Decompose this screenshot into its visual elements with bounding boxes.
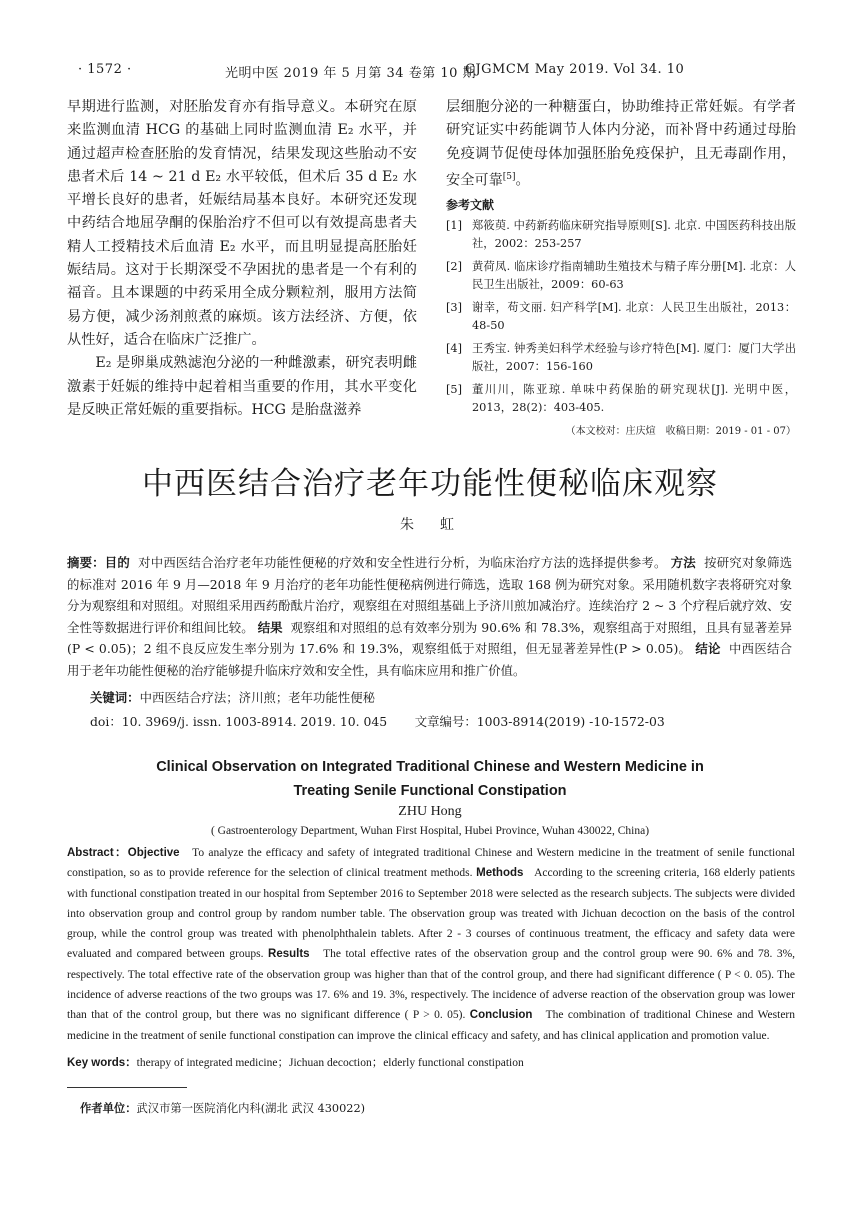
result-label: 结果	[257, 619, 283, 635]
english-affiliation: ( Gastroenterology Department, Wuhan First Hospital, Hubei Province, Wuhan 430022, China)	[210, 825, 650, 837]
left-column	[67, 96, 417, 422]
abstract-label: 摘要：目的	[67, 555, 130, 570]
abstract-en: Abstract：Objective To analyze the efficacy and safety of integrated traditional Chinese and Western medicine in the treatment of senile functional constipation, so as to provide reference for the selection of clinical treatment methods. Methods According to the screening criteria, 168 elderly patients with functional constipation treated in our hospital from September 2016 to September 2018 were selected as the research subjects. The subjects were divided into observation group and control group by random number table. The observation group was treated with Jichuan decoction on the basis of the control group, while the control group was treated with phenolphthalein tablets. After 2 - 3 courses of continuous treatment, the efficacy and safety data were evaluated and compared between groups. Results The total effective rates of the observation group and the control group were 90. 6% and 78. 3%, respectively. The total effective rate of the observation group was higher than that of the control group, and there had significant difference ( P < 0. 05). The incidence of adverse reactions of the two groups was 17. 6% and 19. 3%, respectively. The incidence of adverse reaction of the observation group was lower than that of the control group, but there was no significant difference ( P > 0. 05). Conclusion The combination of traditional Chinese and Western medicine in the treatment of senile functional constipation can improve the clinical efficacy and safety, and has clinical application and promotion value.	[67, 847, 796, 1042]
reference-item: [3] 谢幸，苟文丽. 妇产科学[M]. 北京：人民卫生出版社，2013：48-50	[446, 300, 796, 333]
references-heading: 参考文献	[446, 197, 495, 212]
english-title: Clinical Observation on Integrated Traditional Chinese and Western Medicine in Treating Senile Functional Constipation	[156, 759, 704, 799]
right-column	[446, 96, 796, 437]
reference-item: [2] 黄荷凤. 临床诊疗指南辅助生殖技术与精子库分册[M]. 北京：人民卫生出版社，2009：60-63	[446, 259, 796, 292]
conclusion-label: 结论	[695, 641, 721, 656]
en-conclusion-label: Conclusion	[469, 1009, 533, 1022]
right-paragraph-1: 层细胞分泌的一种糖蛋白，协助维持正常妊娠。有学者研究证实中药能调节人体内分泌，而补肾中药通过母胎免疫调节促使母体加强胚胎免疫保护，且无毒副作用，安全可靠[5]。	[446, 99, 796, 189]
en-abstract-label: Abstract：Objective	[67, 847, 180, 859]
article-author: 朱 虹	[400, 517, 460, 533]
en-result-label: Results	[268, 948, 310, 961]
page-number: · 1572 ·	[78, 62, 132, 77]
reference-item: [1] 郑筱萸. 中药新药临床研究指导原则[S]. 北京. 中国医药科技出版社，2002：253-257	[446, 218, 796, 251]
citation: [5]	[502, 171, 516, 182]
keywords-en: Key words：therapy of integrated medicine；Jichuan decoction；elderly functional constipation	[67, 1057, 524, 1069]
doi-line: doi：10. 3969/j. issn. 1003-8914. 2019. 10. 045 文章编号：1003-8914(2019) -10-1572-03	[90, 714, 665, 729]
journal-header-en: CJGMCM May 2019. Vol 34. 10	[465, 62, 685, 77]
journal-header-cn: 光明中医 2019 年 5 月第 34 卷第 10 期	[225, 66, 476, 81]
proofread-note: （本文校对：庄庆煊 收稿日期：2019 - 01 - 07）	[565, 425, 796, 437]
reference-item: [5] 董川川，陈亚琼. 单味中药保胎的研究现状[J]. 光明中医，2013，28(2)：403-405.	[446, 382, 796, 415]
en-method-label: Methods	[476, 867, 524, 880]
footnote-rule	[67, 1087, 187, 1088]
left-paragraph-2: E₂ 是卵巢成熟滤泡分泌的一种雌激素，研究表明雌激素于妊娠的维持中起着相当重要的作用，其水平变化是反映正常妊娠的重要指标。HCG 是胎盘滋养	[67, 355, 417, 418]
abstract-cn: 摘要：目的 对中西医结合治疗老年功能性便秘的疗效和安全性进行分析，为临床治疗方法的选择提供参考。 方法 按研究对象筛选的标准对 2016 年 9 月—2018 年 9 月治疗的老年功能性便秘病例进行筛选，选取 168 例为研究对象。采用随机数字表将研究对象分为观察组和对照组。对照组采用西药酚酞片治疗，观察组在对照组基础上予济川煎加减治疗。连续治疗 2 ~ 3 个疗程后就疗效、安全性等数据进行评价和组间比较。 结果 观察组和对照组的总有效率分别为 90.6% 和 78.3%，观察组高于对照组，且具有显著差异(P < 0.05)；2 组不良反应发生率分别为 17.6% 和 19.3%，观察组低于对照组，但无显著差异性(P > 0.05)。 结论 中西医结合用于老年功能性便秘的治疗能够提升临床疗效和安全性，具有临床应用和推广价值。	[67, 555, 793, 678]
method-label: 方法	[670, 555, 696, 570]
keywords-cn: 关键词：中西医结合疗法；济川煎；老年功能性便秘	[90, 690, 375, 705]
reference-item: [4] 王秀宝. 钟秀美妇科学术经验与诊疗特色[M]. 厦门：厦门大学出版社，2007：156-160	[446, 341, 796, 374]
article-title: 中西医结合治疗老年功能性便秘临床观察	[142, 466, 718, 502]
left-paragraph-1: 早期进行监测，对胚胎发育亦有指导意义。本研究在原来监测血清 HCG 的基础上同时监测血清 E₂ 水平，并通过超声检查胚胎的发育情况，结果发现这些胎动不安患者术后 14 ~ 21 d E₂ 水平较低，但术后 35 d E₂ 水平增长良好的患者，妊娠结局基本良好。本研究还发现中药结合地屈孕酮的保胎治疗不但可以有效提高患者夫精人工授精技术后血清 E₂ 水平，而且明显提高胚胎妊娠结局。这对于长期深受不孕困扰的患者是一个有利的福音。且本课题的中药采用全成分颗粒剂，服用方法简易方便，减少汤剂煎煮的麻烦。该方法经济、方便，依从性好，适合在临床广泛推广。	[67, 99, 417, 348]
author-affiliation-footnote: 作者单位：武汉市第一医院消化内科(湖北 武汉 430022)	[80, 1102, 366, 1115]
english-author: ZHU Hong	[398, 804, 462, 819]
